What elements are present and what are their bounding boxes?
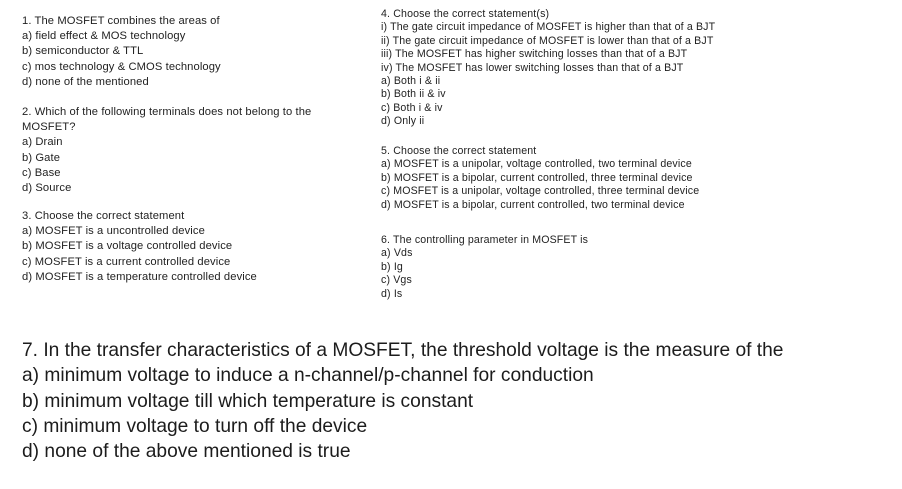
question-2-text-line-1: 2. Which of the following terminals does not belong to the <box>22 106 312 118</box>
question-7-option-d: d) none of the above mentioned is true <box>22 441 351 463</box>
question-7-text: 7. In the transfer characteristics of a MOSFET, the threshold voltage is the measure of the <box>22 340 784 361</box>
question-6-option-a: a) Vds <box>381 247 413 260</box>
question-6-text: 6. The controlling parameter in MOSFET is <box>381 234 589 246</box>
question-7-option-a: a) minimum voltage to induce a n-channel/p-channel for conduction <box>22 365 594 387</box>
question-6 <box>381 234 588 301</box>
question-7 <box>22 338 783 464</box>
question-3-option-a: a) MOSFET is a uncontrolled device <box>22 225 205 238</box>
question-2-option-c: c) Base <box>22 166 61 179</box>
question-5-option-b: b) MOSFET is a bipolar, current controlled, three terminal device <box>381 171 693 184</box>
question-5-option-a: a) MOSFET is a unipolar, voltage controlled, two terminal device <box>381 158 692 171</box>
question-4-text: 4. Choose the correct statement(s) <box>381 8 550 20</box>
question-4-statement-iv: iv) The MOSFET has lower switching losses than that of a BJT <box>381 61 684 74</box>
question-7-option-c: c) minimum voltage to turn off the device <box>22 415 368 437</box>
question-4 <box>381 8 715 129</box>
question-5-option-d: d) MOSFET is a bipolar, current controlled, two terminal device <box>381 198 685 211</box>
question-4-option-c: c) Both i & iv <box>381 101 443 114</box>
question-2-option-d: d) Source <box>22 182 72 195</box>
question-4-statement-i: i) The gate circuit impedance of MOSFET is higher than that of a BJT <box>381 21 716 34</box>
question-1-option-d: d) none of the mentioned <box>22 75 149 88</box>
question-4-statement-ii: ii) The gate circuit impedance of MOSFET is lower than that of a BJT <box>381 34 714 47</box>
question-4-option-b: b) Both ii & iv <box>381 88 446 101</box>
question-5-text: 5. Choose the correct statement <box>381 145 537 157</box>
question-1-option-a: a) field effect & MOS technology <box>22 30 186 43</box>
question-5-option-c: c) MOSFET is a unipolar, voltage controlled, three terminal device <box>381 185 700 198</box>
question-5 <box>381 145 699 212</box>
question-3 <box>22 209 257 285</box>
question-2-option-a: a) Drain <box>22 136 63 149</box>
question-2-option-b: b) Gate <box>22 151 61 164</box>
question-3-option-c: c) MOSFET is a current controlled device <box>22 255 231 268</box>
question-1-option-b: b) semiconductor & TTL <box>22 45 144 58</box>
question-3-option-d: d) MOSFET is a temperature controlled device <box>22 270 257 283</box>
question-3-text: 3. Choose the correct statement <box>22 210 185 222</box>
question-1 <box>22 14 221 90</box>
question-1-text: 1. The MOSFET combines the areas of <box>22 15 220 27</box>
question-6-option-c: c) Vgs <box>381 274 412 287</box>
question-7-option-b: b) minimum voltage till which temperature is constant <box>22 390 474 412</box>
question-6-option-d: d) Is <box>381 287 403 300</box>
question-1-option-c: c) mos technology & CMOS technology <box>22 60 221 73</box>
question-6-option-b: b) Ig <box>381 260 403 273</box>
question-4-statement-iii: iii) The MOSFET has higher switching losses than that of a BJT <box>381 48 688 61</box>
question-2 <box>22 105 311 196</box>
question-4-option-a: a) Both i & ii <box>381 75 441 88</box>
question-3-option-b: b) MOSFET is a voltage controlled device <box>22 240 233 253</box>
question-2-text-line-2: MOSFET? <box>22 121 76 134</box>
question-4-option-d: d) Only ii <box>381 115 425 128</box>
